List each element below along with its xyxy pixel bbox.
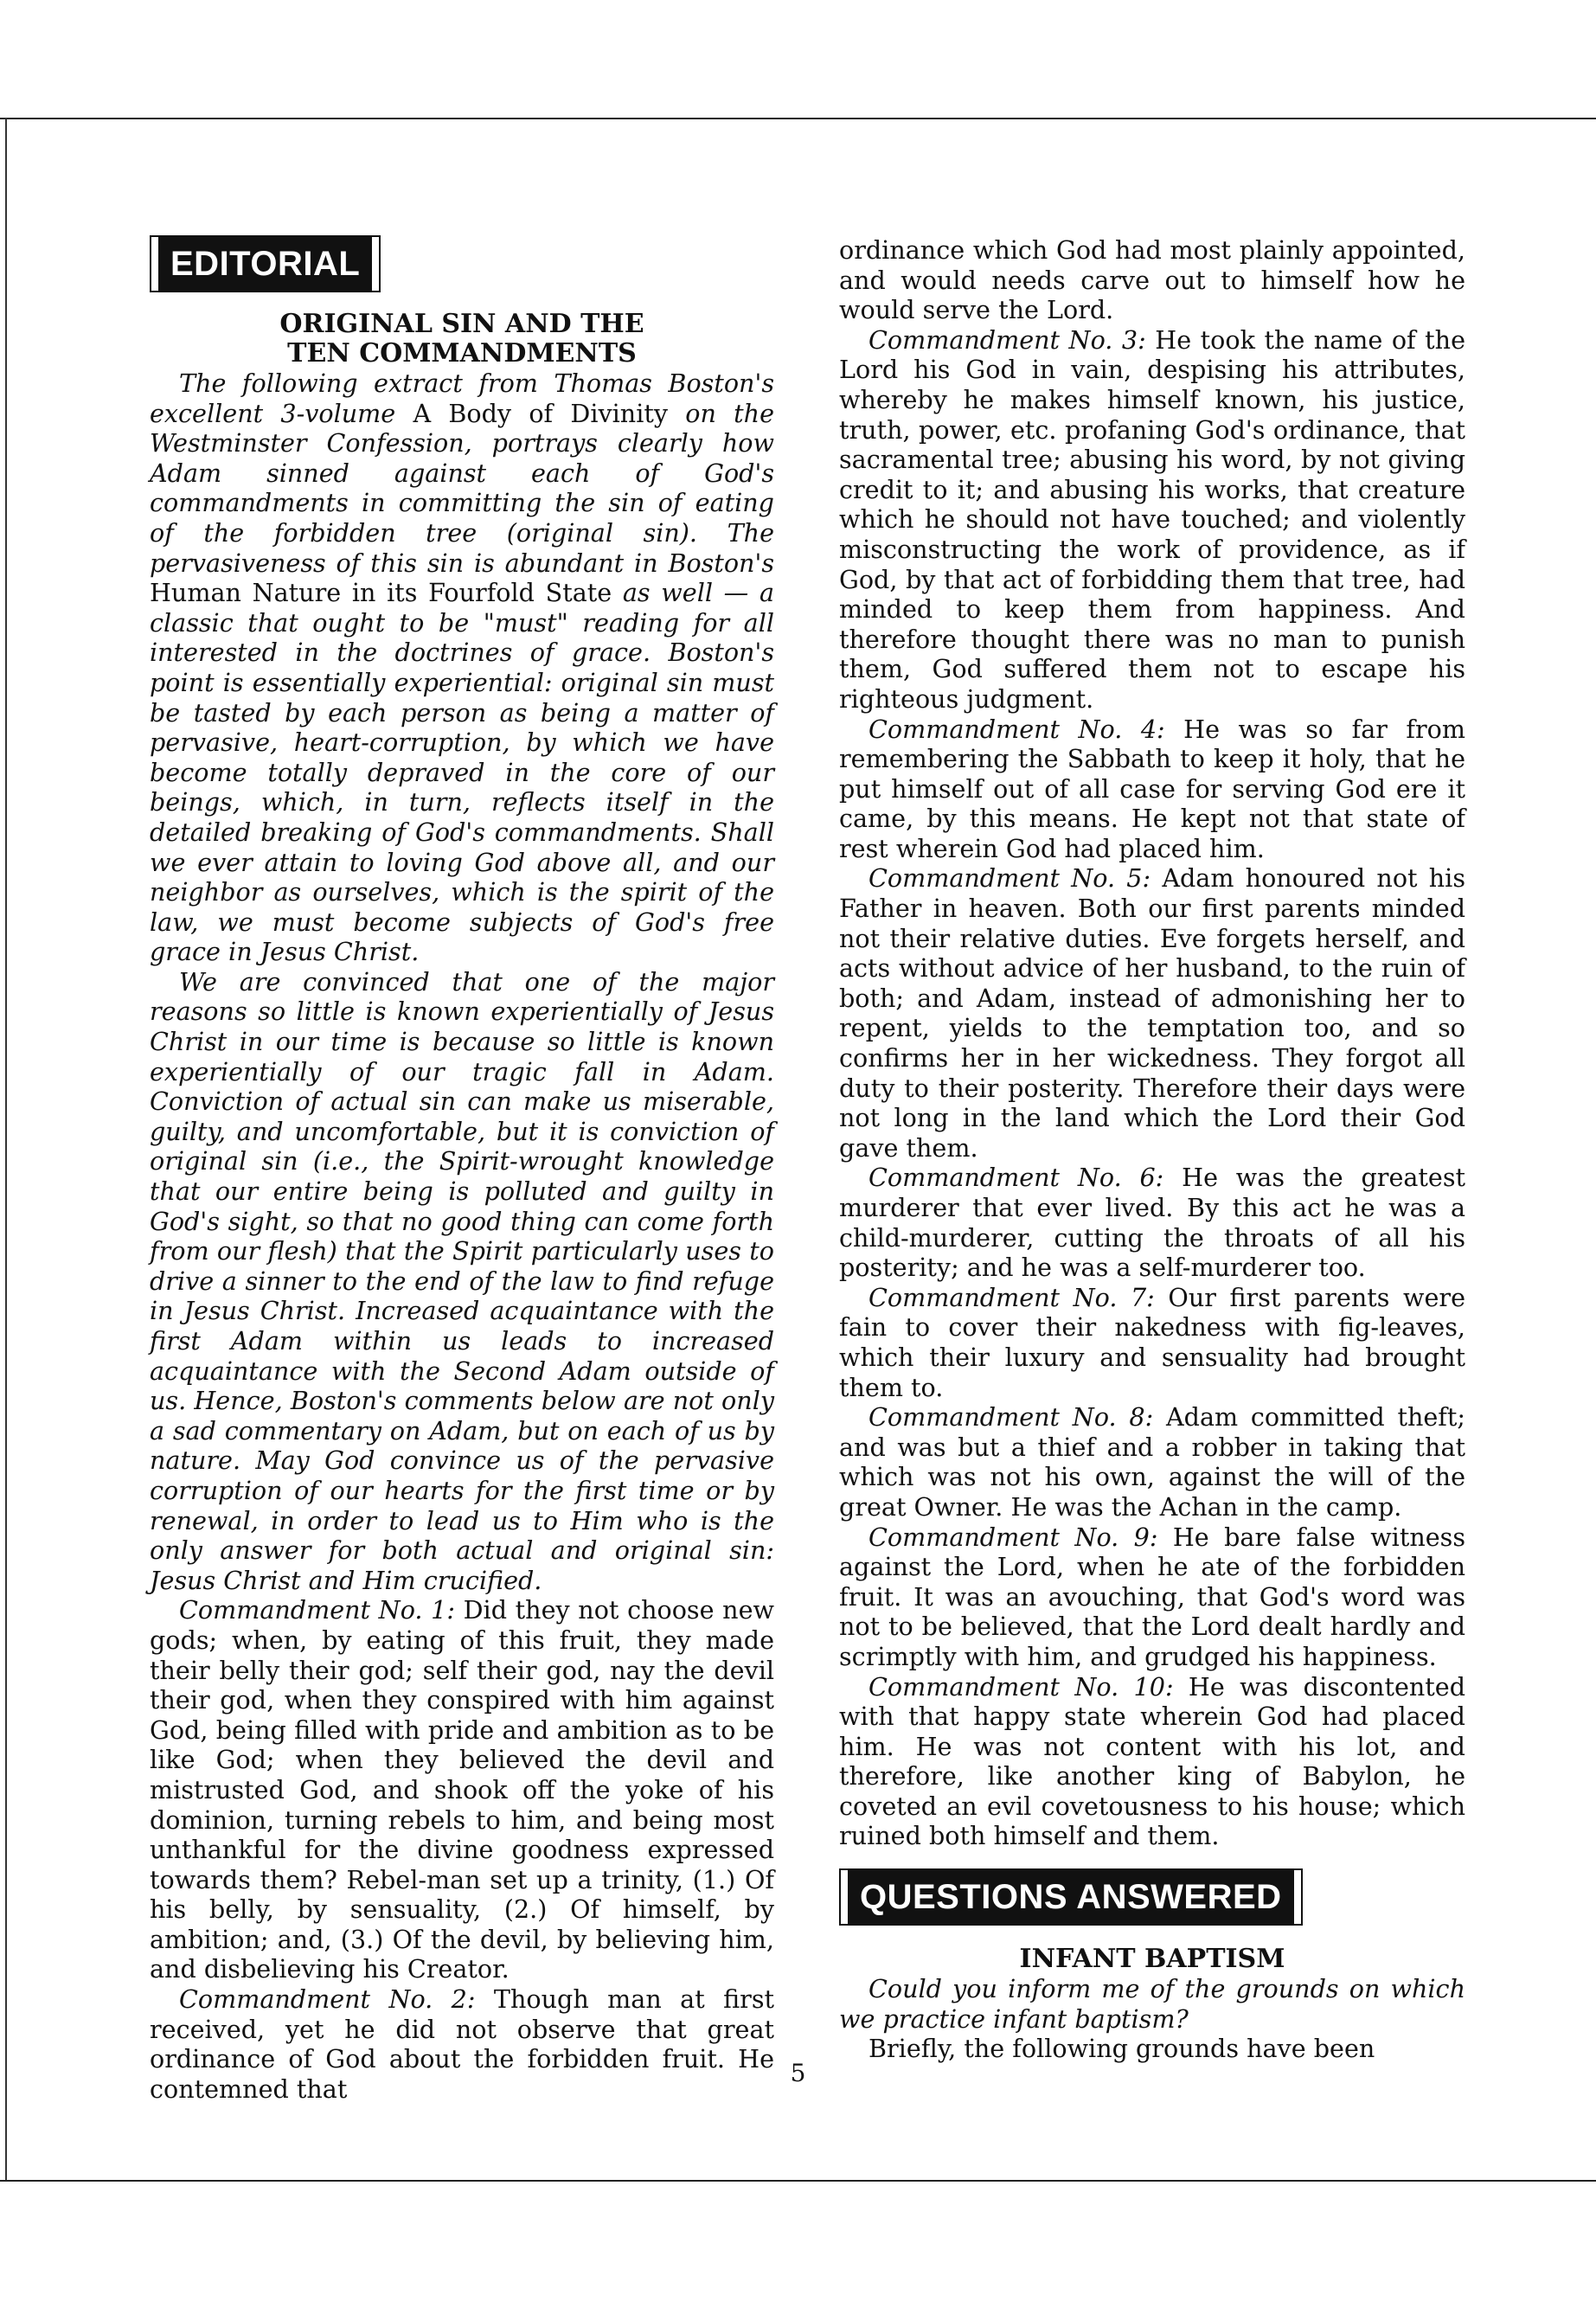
commandment-2-label: Commandment No. 2: (179, 1984, 476, 2015)
commandment-1-label: Commandment No. 1: (179, 1595, 455, 1625)
question-text: Could you inform me of the grounds on which we practice infant baptism? (839, 1974, 1465, 2034)
commandment-1: Commandment No. 1: Did they not choose new gods; when, by eating of this fruit, they made their belly their god; self their god, nay the devil their god, when they conspired with him against God, being filled with pride and ambition as to be like God; when they believed the devil and mistrusted God, and shook off the yoke of his dominion, turning rebels to him, and being most unthankful for the divine goodness expressed towards them? Rebel-man set up a trinity, (1.) Of his belly, by sensuality, (2.) Of himself, by ambition; and, (3.) Of the devil, by believing him, and disbelieving his Creator. (150, 1595, 774, 1984)
commandment-6: Commandment No. 6: He was the greatest murderer that ever lived. By this act he was a child-murderer, cutting the throats of all his posterity; and he was a self-murderer too. (839, 1163, 1465, 1283)
questions-answered-badge: QUESTIONS ANSWERED (848, 1869, 1294, 1925)
questions-answered-badge-wrap (839, 1868, 1465, 1926)
page-number: 5 (790, 2059, 806, 2087)
left-column (150, 234, 774, 2104)
commandment-9: Commandment No. 9: He bare false witness against the Lord, when he ate of the forbidden fruit. It was an avouching, that God's word was not to be believed, that the Lord dealt hardly and scrimptly with him, and grudged his happiness. (839, 1522, 1465, 1671)
article-title-line2: TEN COMMANDMENTS (287, 338, 637, 369)
left-edge-rule (5, 118, 7, 2182)
commandment-2-continued: ordinance which God had most plainly appointed, and would needs carve out to himself how he would serve the Lord. (839, 235, 1465, 325)
right-column (839, 235, 1465, 2064)
commandment-7: Commandment No. 7: Our first parents were fain to cover their nakedness with fig-leaves, which their luxury and sensuality had brought them to. (839, 1282, 1466, 1402)
intro-paragraph-2: We are convinced that one of the major reasons so little is known experientially of Jesus Christ in our time is because so little is known experientially of our tragic fall in Adam. Conviction of actual sin can make us miserable, guilty, and uncomfortable, but it is conviction of original sin (i.e., the Spirit-wrought knowledge that our entire being is polluted and guilty in God's sight, so that no good thing can come forth from our flesh) that the Spirit particularly uses to drive a sinner to the end of the law to find refuge in Jesus Christ. Increased acquaintance with the first Adam within us leads to increased acquaintance with the Second Adam outside of us. Hence, Boston's comments below are not only a sad commentary on Adam, but on each of us by nature. May God convince us of the pervasive corruption of our hearts for the first time or by renewal, in order to lead us to Him who is the only answer for both actual and original sin: Jesus Christ and Him crucified. (150, 966, 774, 1595)
editorial-badge: EDITORIAL (158, 236, 372, 292)
article-title-line1: ORIGINAL SIN AND THE (279, 309, 644, 339)
commandment-4: Commandment No. 4: He was so far from remembering the Sabbath to keep it holy, that he put himself out of all case for serving God ere it came, by this means. He kept not that state of rest wherein God had placed him. (839, 714, 1465, 863)
answer-start: Briefly, the following grounds have been (869, 2034, 1375, 2064)
commandment-5: Commandment No. 5: Adam honoured not his Father in heaven. Both our first parents minded not their relative duties. Eve forgets herself, and acts without advice of her husband, to the ruin of both; and Adam, instead of admonishing her to repent, yields to the temptation too, and so confirms her in her wickedness. They forgot all duty to their posterity. Therefore their days were not long in the land which the Lord their God gave them. (839, 863, 1465, 1163)
top-rule (0, 118, 1596, 119)
commandment-10: Commandment No. 10: He was discontented with that happy state wherein God had placed him. He was not content with his lot, and therefore, like another king of Babylon, he coveted an evil covetousness to his house; which ruined both himself and them. (839, 1671, 1465, 1851)
book-title-body-of-divinity: A Body of Divinity (413, 398, 668, 428)
bottom-rule (0, 2180, 1596, 2182)
editorial-badge-wrap (150, 235, 774, 292)
commandment-2: Commandment No. 2: Though man at first received, yet he did not observe that great ordinance of God about the forbidden fruit. He contemned that (150, 1984, 774, 2104)
book-title-human-nature: Human Nature in its Fourfold State (150, 578, 612, 608)
infant-baptism-title: INFANT BAPTISM (1019, 1944, 1285, 1975)
commandment-8: Commandment No. 8: Adam committed theft; and was but a thief and a robber in taking that which was not his own, against the will of the great Owner. He was the Achan in the camp. (839, 1402, 1465, 1522)
commandment-3: Commandment No. 3: He took the name of the Lord his God in vain, despising his attributes, whereby he makes himself known, his justice, truth, power, etc. profaning God's ordinance, that sacramental tree; abusing his word, by not giving credit to it; and abusing his works, that creature which he should not have touched; and violently misconstructing the work of providence, as if God, by that act of forbidding them that tree, had minded to keep them from happiness. And therefore thought there was no man to punish them, God suffered them not to escape his righteous judgment. (839, 324, 1466, 714)
intro-paragraph: The following extract from Thomas Boston's excellent 3-volume A Body of Divinity on the Westminster Confession, portrays clearly how Adam sinned against each of God's commandments in committing the sin of eating of the forbidden tree (original sin). The pervasiveness of this sin is abundant in Boston's Human Nature in its Fourfold State as well — a classic that ought to be "must" reading for all interested in the doctrines of grace. Boston's point is essentially experiential: original sin must be tasted by each person as being a matter of pervasive, heart-corruption, by which we have become totally depraved in the core of our beings, which, in turn, reflects itself in the detailed breaking of God's commandments. Shall we ever attain to loving God above all, and our neighbor as ourselves, which is the spirit of the law, we must become subjects of God's free grace in Jesus Christ. (150, 369, 775, 967)
